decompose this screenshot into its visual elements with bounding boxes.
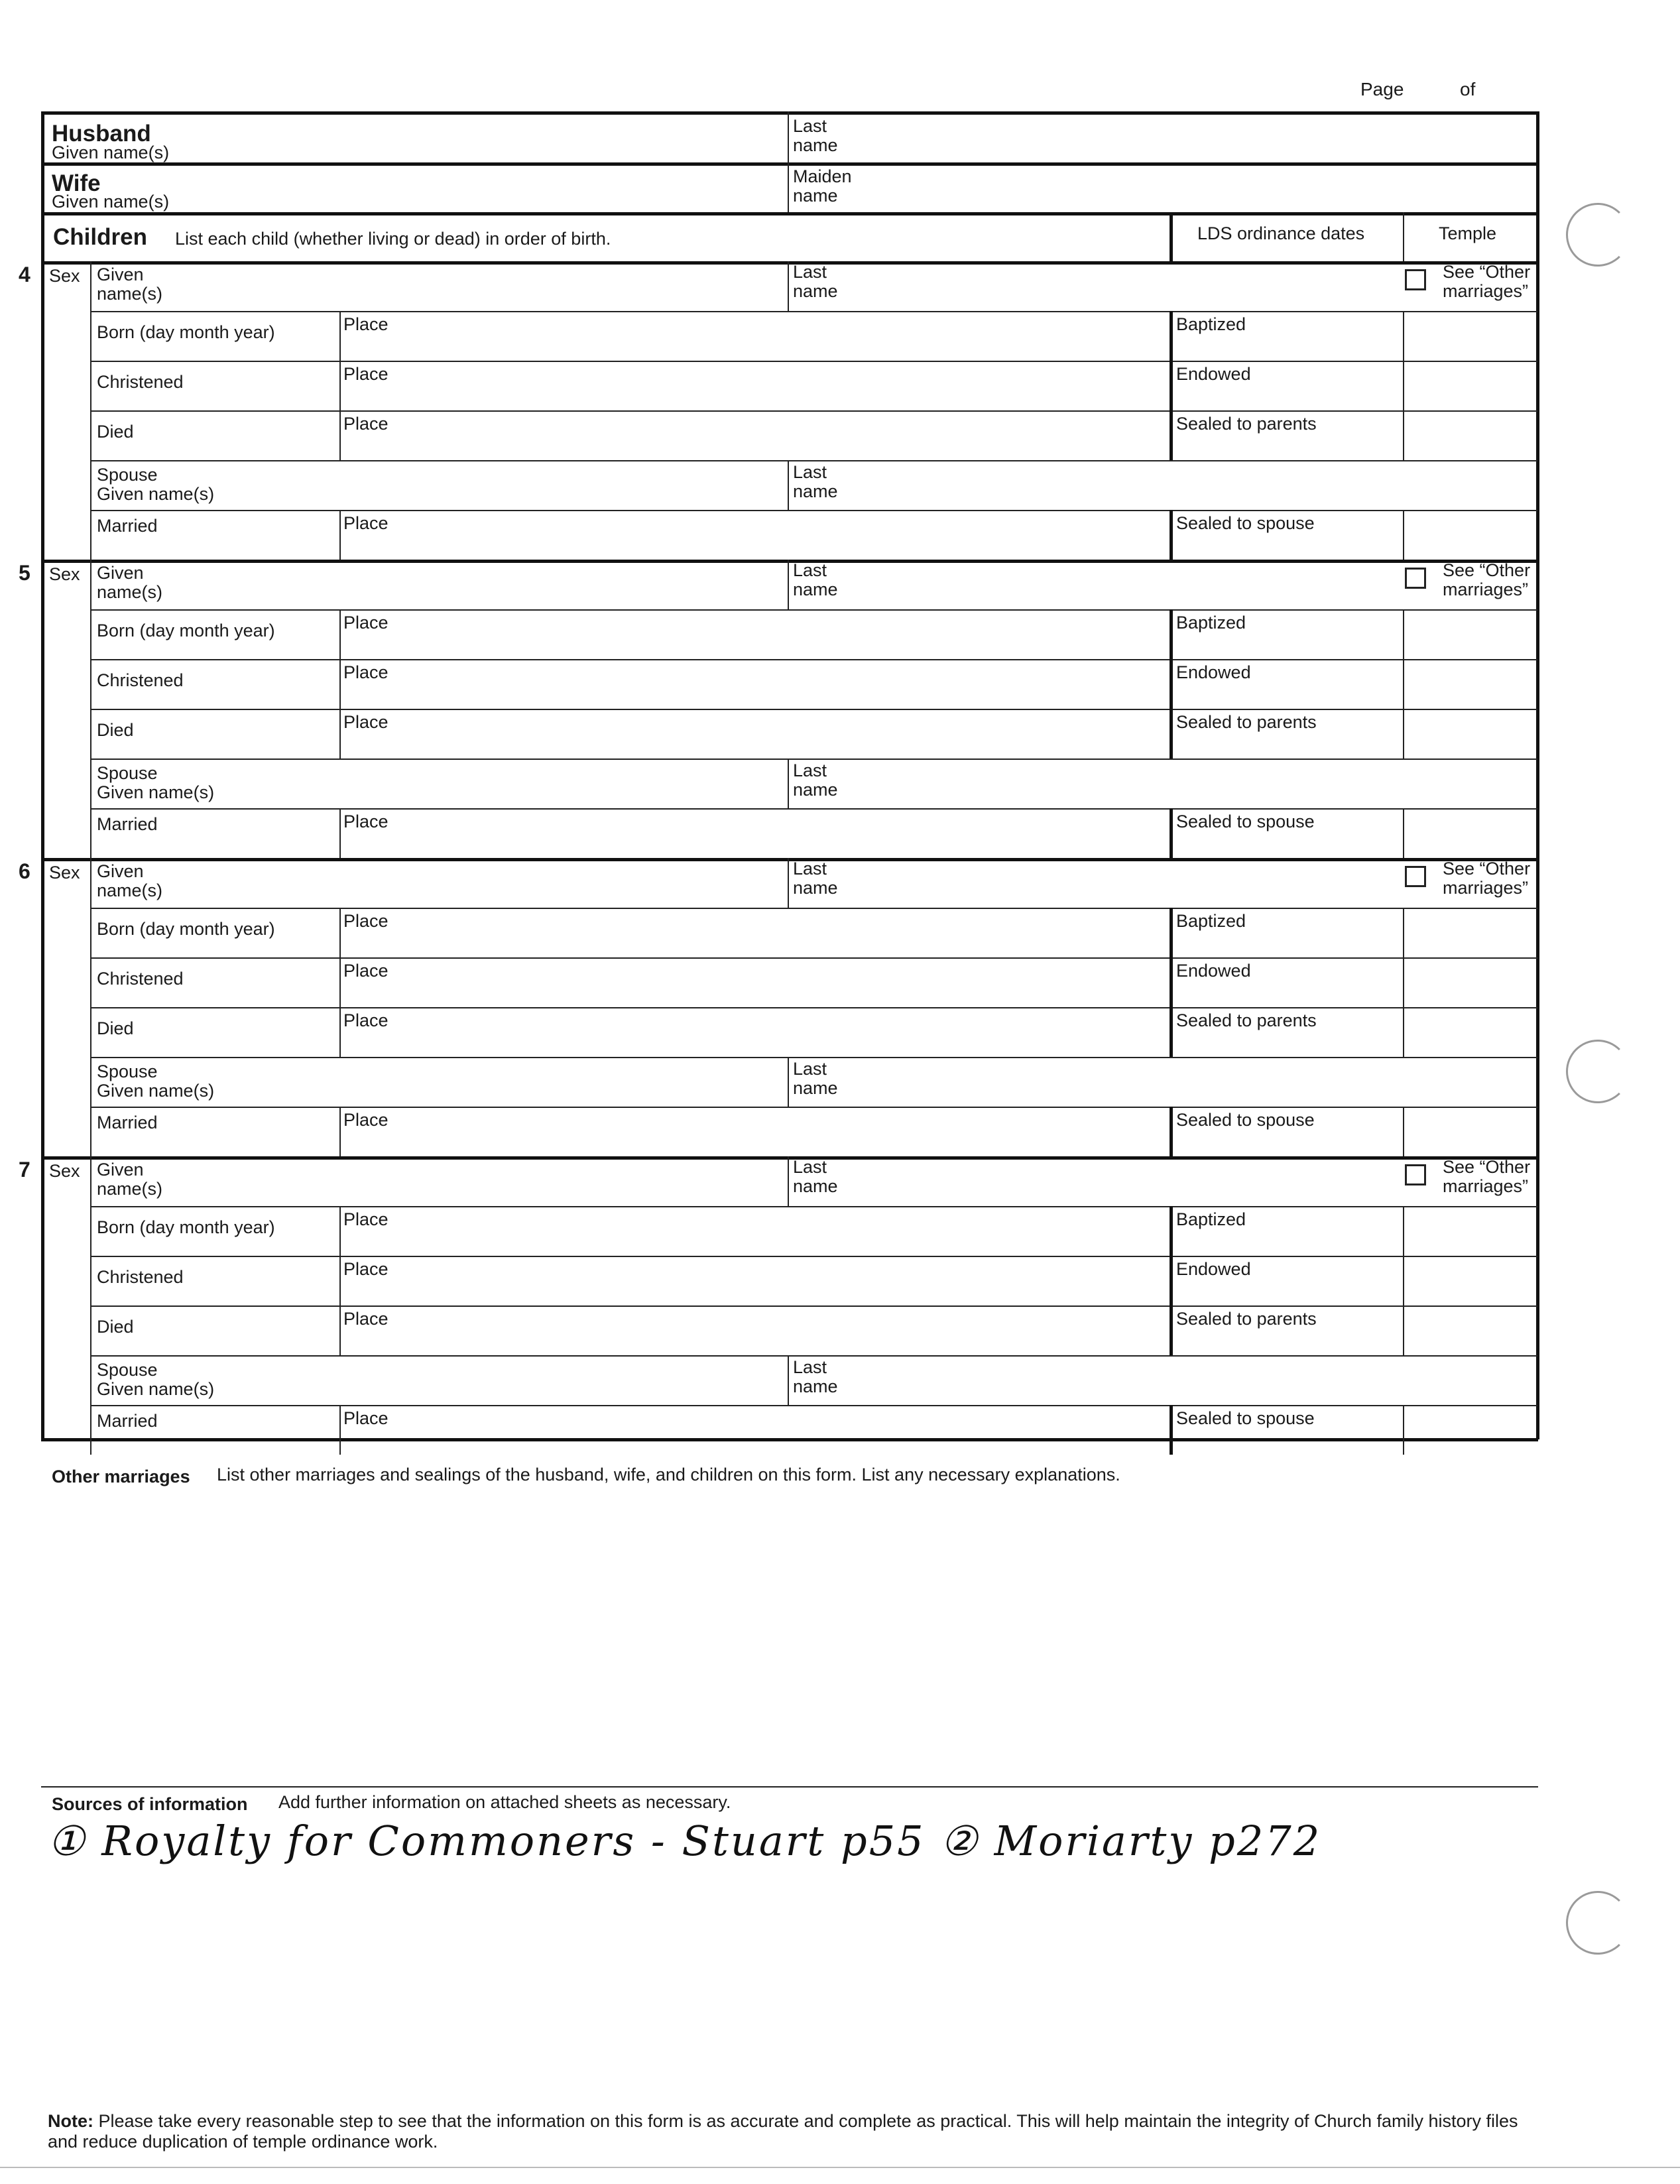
- married-label: Married: [97, 516, 158, 536]
- temple-field[interactable]: [1407, 711, 1533, 757]
- other-marriages-instruction: List other marriages and sealings of the husband, wife, and children on this form. List any necessary explanations.: [217, 1465, 1120, 1485]
- place-field[interactable]: [424, 414, 1164, 457]
- place-field[interactable]: [424, 663, 1164, 705]
- christened-label: Christened: [97, 969, 184, 989]
- place-field[interactable]: [424, 365, 1164, 407]
- child-number: 4: [19, 263, 30, 286]
- sealed-to-parents-label: Sealed to parents: [1176, 1010, 1317, 1030]
- place-field[interactable]: [424, 912, 1164, 954]
- wife-maiden-label: Maiden name: [793, 166, 852, 206]
- married-date-field[interactable]: [97, 1136, 335, 1154]
- place-label: Place: [343, 414, 389, 434]
- born-date-field[interactable]: [97, 1238, 335, 1254]
- child-number: 7: [19, 1158, 30, 1182]
- place-label: Place: [343, 1110, 389, 1130]
- spouse-given-name-label: Spouse Given name(s): [97, 465, 215, 504]
- binder-hole: [1566, 1891, 1630, 1955]
- place-label: Place: [343, 613, 389, 633]
- endowed-date-field[interactable]: [1175, 1282, 1398, 1304]
- place-label: Place: [343, 662, 389, 682]
- note-text: Please take every reasonable step to see that the information on this form is as accurate and complete as practical. This will help maintain the integrity of Church family history files and reduce duplication of temple ordinance work.: [48, 2111, 1518, 2152]
- christened-label: Christened: [97, 372, 184, 392]
- married-label: Married: [97, 814, 158, 834]
- binder-hole: [1566, 1040, 1630, 1103]
- husband-last-label: Last name: [793, 116, 838, 155]
- paper-edge: [0, 2167, 1680, 2168]
- place-label: Place: [343, 911, 389, 931]
- sources-title: Sources of information: [52, 1794, 248, 1814]
- baptized-date-field[interactable]: [1175, 337, 1398, 359]
- given-name-label: Given name(s): [97, 1160, 163, 1199]
- place-label: Place: [343, 1209, 389, 1229]
- christened-date-field[interactable]: [97, 1288, 335, 1304]
- place-label: Place: [343, 1408, 389, 1428]
- sealed-to-parents-date-field[interactable]: [1175, 437, 1398, 458]
- spouse-last-name-label: Last name: [793, 1357, 838, 1396]
- page-label: Page: [1360, 79, 1404, 99]
- sealed-to-parents-date-field[interactable]: [1175, 1332, 1398, 1353]
- baptized-label: Baptized: [1176, 911, 1246, 931]
- child-given-name-field[interactable]: [199, 565, 782, 605]
- sealed-to-parents-label: Sealed to parents: [1176, 1309, 1317, 1329]
- died-label: Died: [97, 1317, 134, 1337]
- place-label: Place: [343, 513, 389, 533]
- sealed-to-spouse-label: Sealed to spouse: [1176, 1408, 1315, 1428]
- temple-field[interactable]: [1407, 314, 1533, 359]
- wife-given-label: Given name(s): [52, 192, 170, 212]
- sealed-to-parents-date-field[interactable]: [1175, 1034, 1398, 1055]
- last-name-label: Last name: [793, 262, 838, 301]
- place-label: Place: [343, 812, 389, 831]
- other-marriages-title: Other marriages: [52, 1467, 190, 1486]
- place-label: Place: [343, 364, 389, 384]
- married-date-field[interactable]: [97, 837, 335, 856]
- spouse-last-name-label: Last name: [793, 1059, 838, 1098]
- endowed-date-field[interactable]: [1175, 387, 1398, 408]
- place-field[interactable]: [424, 713, 1164, 755]
- spouse-given-name-label: Spouse Given name(s): [97, 1062, 215, 1101]
- place-field[interactable]: [424, 315, 1164, 357]
- sex-label: Sex: [49, 266, 80, 286]
- temple-field[interactable]: [1407, 811, 1533, 856]
- child-last-name-field[interactable]: [862, 1162, 1392, 1201]
- see-other-marriages-label: See “Other marriages”: [1443, 1157, 1531, 1196]
- sealed-to-parents-label: Sealed to parents: [1176, 712, 1317, 732]
- sex-field[interactable]: [44, 288, 89, 310]
- place-field[interactable]: [424, 961, 1164, 1004]
- spouse-given-name-field[interactable]: [278, 764, 782, 804]
- sealed-to-parents-date-field[interactable]: [1175, 735, 1398, 757]
- died-date-field[interactable]: [97, 1039, 335, 1055]
- sex-label: Sex: [49, 1161, 80, 1181]
- christened-label: Christened: [97, 1267, 184, 1287]
- place-label: Place: [343, 314, 389, 334]
- temple-field[interactable]: [1407, 1408, 1533, 1453]
- married-date-field[interactable]: [97, 539, 335, 558]
- died-date-field[interactable]: [97, 1337, 335, 1353]
- lds-ordinance-label: LDS ordinance dates: [1197, 223, 1365, 243]
- children-title: Children: [53, 224, 147, 250]
- born-label: Born (day month year): [97, 322, 275, 342]
- place-label: Place: [343, 961, 389, 981]
- temple-field[interactable]: [1407, 1258, 1533, 1304]
- married-label: Married: [97, 1113, 158, 1132]
- note: [48, 2111, 1520, 2152]
- temple-field[interactable]: [1407, 662, 1533, 707]
- given-name-label: Given name(s): [97, 265, 163, 304]
- endowed-date-field[interactable]: [1175, 984, 1398, 1005]
- baptized-date-field[interactable]: [1175, 1233, 1398, 1254]
- spouse-given-name-field[interactable]: [278, 1361, 782, 1400]
- other-marriages-checkbox[interactable]: [1405, 568, 1426, 589]
- born-label: Born (day month year): [97, 1217, 275, 1237]
- married-place-field[interactable]: [424, 1409, 1164, 1451]
- sex-field[interactable]: [44, 586, 89, 609]
- temple-field[interactable]: [1407, 413, 1533, 458]
- temple-field[interactable]: [1407, 513, 1533, 558]
- spouse-last-name-field[interactable]: [862, 764, 1531, 804]
- husband-title: Husband: [52, 121, 151, 147]
- child-given-name-field[interactable]: [199, 267, 782, 306]
- born-date-field[interactable]: [97, 641, 335, 657]
- born-label: Born (day month year): [97, 919, 275, 939]
- sources-handwritten: ① Royalty for Commoners - Stuart p55 ② Moriarty p272: [48, 1817, 1322, 1865]
- of-label: of: [1460, 79, 1476, 99]
- place-field[interactable]: [424, 1210, 1164, 1252]
- endowed-label: Endowed: [1176, 364, 1251, 384]
- temple-field[interactable]: [1407, 363, 1533, 408]
- born-label: Born (day month year): [97, 621, 275, 640]
- sealed-to-spouse-date-field[interactable]: [1175, 1431, 1398, 1453]
- born-date-field[interactable]: [97, 343, 335, 359]
- christened-label: Christened: [97, 670, 184, 690]
- note-title: Note:: [48, 2111, 93, 2131]
- spouse-last-name-field[interactable]: [862, 465, 1531, 505]
- baptized-label: Baptized: [1176, 314, 1246, 334]
- spouse-last-name-field[interactable]: [862, 1361, 1531, 1400]
- child-number: 5: [19, 561, 30, 585]
- died-date-field[interactable]: [97, 442, 335, 458]
- spouse-given-name-field[interactable]: [278, 1062, 782, 1102]
- endowed-date-field[interactable]: [1175, 686, 1398, 707]
- child-given-name-field[interactable]: [199, 863, 782, 903]
- sources-area[interactable]: [46, 1876, 1531, 2095]
- sex-field[interactable]: [44, 1183, 89, 1205]
- temple-field[interactable]: [1407, 1010, 1533, 1055]
- given-name-label: Given name(s): [97, 563, 163, 602]
- baptized-date-field[interactable]: [1175, 934, 1398, 955]
- christened-date-field[interactable]: [97, 691, 335, 707]
- wife-title: Wife: [52, 170, 101, 196]
- place-label: Place: [343, 1010, 389, 1030]
- married-place-field[interactable]: [424, 514, 1164, 556]
- married-date-field[interactable]: [97, 1434, 335, 1453]
- sealed-to-spouse-date-field[interactable]: [1175, 1133, 1398, 1154]
- married-place-field[interactable]: [424, 1111, 1164, 1153]
- other-marriages-checkbox[interactable]: [1405, 269, 1426, 290]
- sealed-to-spouse-label: Sealed to spouse: [1176, 812, 1315, 831]
- sealed-to-parents-label: Sealed to parents: [1176, 414, 1317, 434]
- place-label: Place: [343, 1259, 389, 1279]
- see-other-marriages-label: See “Other marriages”: [1443, 262, 1531, 301]
- last-name-label: Last name: [793, 859, 838, 898]
- endowed-label: Endowed: [1176, 961, 1251, 981]
- sex-label: Sex: [49, 564, 80, 584]
- child-last-name-field[interactable]: [862, 863, 1392, 903]
- baptized-label: Baptized: [1176, 613, 1246, 633]
- temple-field[interactable]: [1407, 1308, 1533, 1353]
- child-given-name-field[interactable]: [199, 1162, 782, 1201]
- child-last-name-field[interactable]: [862, 267, 1392, 306]
- sealed-to-spouse-label: Sealed to spouse: [1176, 1110, 1315, 1130]
- christened-date-field[interactable]: [97, 989, 335, 1005]
- spouse-given-name-label: Spouse Given name(s): [97, 763, 215, 802]
- christened-date-field[interactable]: [97, 393, 335, 408]
- endowed-label: Endowed: [1176, 662, 1251, 682]
- place-label: Place: [343, 1309, 389, 1329]
- other-marriages-area[interactable]: [46, 1492, 1531, 1777]
- baptized-date-field[interactable]: [1175, 636, 1398, 657]
- temple-field[interactable]: [1407, 1109, 1533, 1154]
- temple-field[interactable]: [1407, 1209, 1533, 1254]
- temple-field[interactable]: [1407, 612, 1533, 657]
- child-last-name-field[interactable]: [862, 565, 1392, 605]
- baptized-label: Baptized: [1176, 1209, 1246, 1229]
- spouse-last-name-label: Last name: [793, 760, 838, 800]
- married-label: Married: [97, 1411, 158, 1431]
- died-date-field[interactable]: [97, 741, 335, 757]
- married-place-field[interactable]: [424, 812, 1164, 855]
- husband-given-label: Given name(s): [52, 143, 170, 162]
- see-other-marriages-label: See “Other marriages”: [1443, 560, 1531, 599]
- place-label: Place: [343, 712, 389, 732]
- died-label: Died: [97, 1018, 134, 1038]
- last-name-label: Last name: [793, 560, 838, 599]
- sources-instruction: Add further information on attached sheets as necessary.: [278, 1792, 731, 1812]
- spouse-given-name-label: Spouse Given name(s): [97, 1360, 215, 1399]
- other-marriages-checkbox[interactable]: [1405, 1164, 1426, 1185]
- born-date-field[interactable]: [97, 940, 335, 955]
- last-name-label: Last name: [793, 1157, 838, 1196]
- place-field[interactable]: [424, 1309, 1164, 1352]
- sex-field[interactable]: [44, 884, 89, 907]
- husband-wife-divider: [788, 111, 789, 212]
- died-label: Died: [97, 720, 134, 740]
- temple-label: Temple: [1439, 223, 1497, 243]
- temple-field[interactable]: [1407, 910, 1533, 955]
- sex-label: Sex: [49, 863, 80, 882]
- child-number: 6: [19, 859, 30, 883]
- children-instruction: List each child (whether living or dead) in order of birth.: [175, 229, 611, 249]
- died-label: Died: [97, 422, 134, 442]
- spouse-last-name-label: Last name: [793, 462, 838, 501]
- sealed-to-spouse-date-field[interactable]: [1175, 835, 1398, 856]
- other-marriages-checkbox[interactable]: [1405, 866, 1426, 887]
- see-other-marriages-label: See “Other marriages”: [1443, 859, 1531, 898]
- spouse-given-name-field[interactable]: [278, 465, 782, 505]
- place-field[interactable]: [424, 613, 1164, 656]
- given-name-label: Given name(s): [97, 861, 163, 900]
- temple-field[interactable]: [1407, 960, 1533, 1005]
- sealed-to-spouse-label: Sealed to spouse: [1176, 513, 1315, 533]
- spouse-last-name-field[interactable]: [862, 1062, 1531, 1102]
- binder-hole: [1566, 203, 1630, 267]
- endowed-label: Endowed: [1176, 1259, 1251, 1279]
- place-field[interactable]: [424, 1011, 1164, 1054]
- sealed-to-spouse-date-field[interactable]: [1175, 536, 1398, 558]
- place-field[interactable]: [424, 1260, 1164, 1302]
